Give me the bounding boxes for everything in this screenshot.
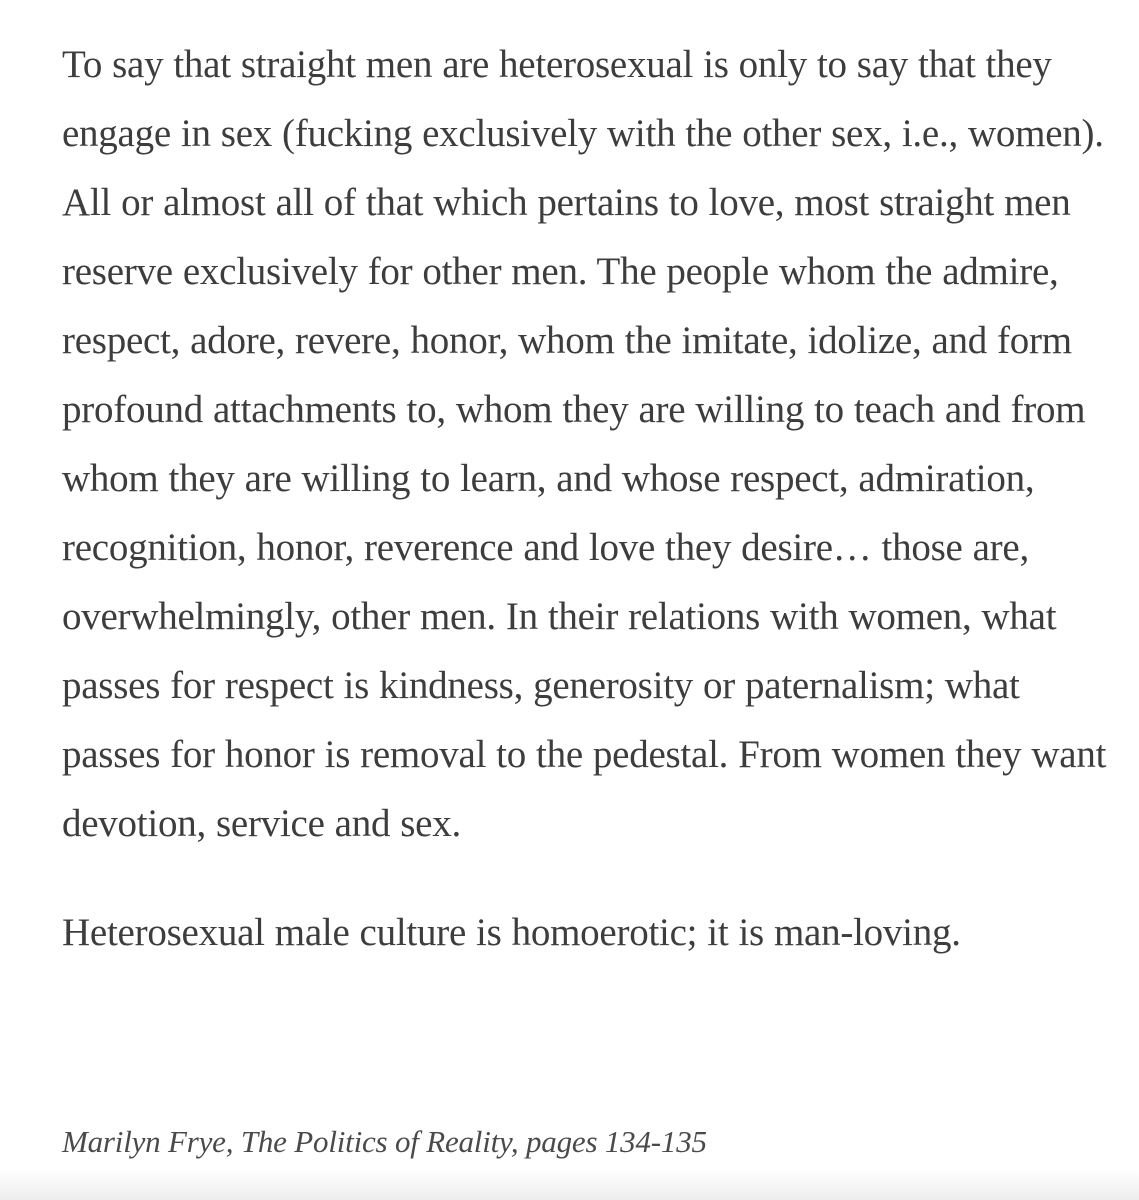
- quote-block: [62, 30, 1124, 967]
- quote-paragraph-2: Heterosexual male culture is homoerotic; it is man-loving.: [62, 911, 961, 954]
- quote-paragraph-1: To say that straight men are heterosexual is only to say that they engage in sex (fucking exclusively with the other sex, i.e., women). All or almost all of that which pertains to love, most straight men reserve exclusively for other men. The people whom the admire, respect, adore, revere, honor, whom the imitate, idolize, and form profound attachments to, whom they are willing to teach and from whom they are willing to learn, and whose respect, admiration, recognition, honor, reverence and love they desire… those are, overwhelmingly, other men. In their relations with women, what passes for respect is kindness, generosity or paternalism; what passes for honor is removal to the pedestal. From women they want devotion, service and sex.: [62, 43, 1107, 845]
- citation: Marilyn Frye, The Politics of Reality, pages 134-135: [62, 1124, 707, 1159]
- bottom-fade: [0, 1170, 1139, 1200]
